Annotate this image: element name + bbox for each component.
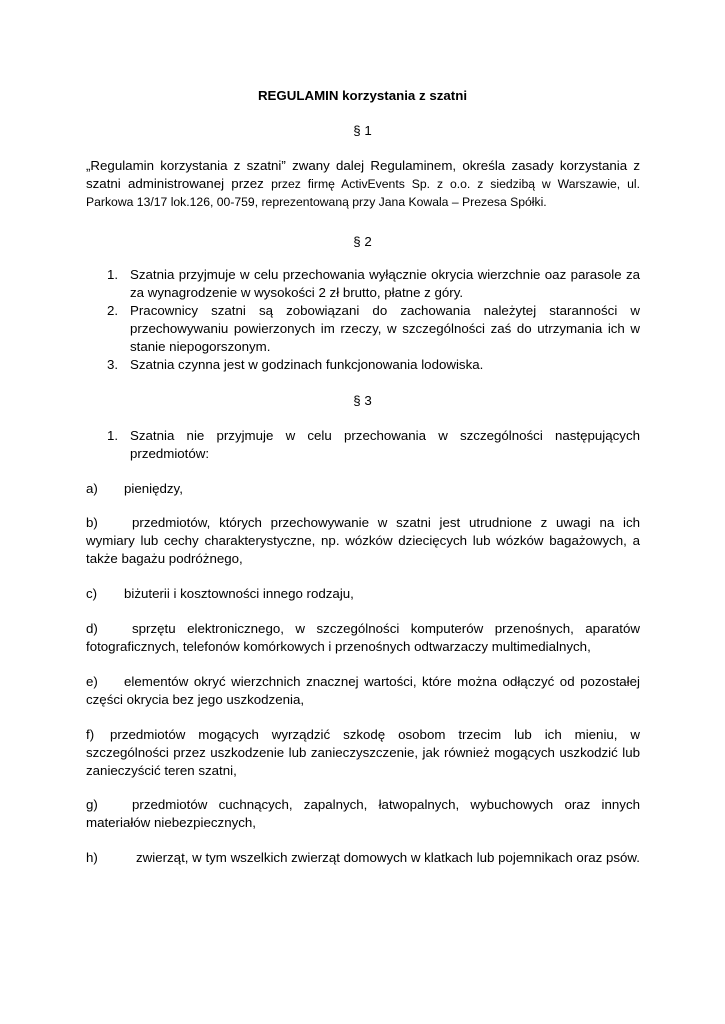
section-1-lead: „Regulamin korzystania z szatni” zwany dalej Regulaminem, określa zasady korzystania z szatni administrowanej przez [86, 158, 640, 191]
exclusion-item-g [86, 796, 640, 832]
item-text: przedmiotów cuchnących, zapalnych, łatwopalnych, wybuchowych oraz innych materiałów niebezpiecznych, [86, 797, 640, 830]
item-text: przedmiotów mogących wyrządzić szkodę osobom trzecim lub ich mieniu, w szczególności przez uszkodzenie lub zanieczyszczenie, jak również mogących uszkodzić lub zanieczyścić teren szatni, [86, 727, 640, 778]
section-1-paragraph [86, 157, 640, 211]
exclusion-item-a [86, 480, 640, 498]
item-label: c) [86, 586, 98, 601]
document-title: REGULAMIN korzystania z szatni [257, 88, 468, 103]
list-item-number: 3. [107, 357, 119, 372]
exclusion-item-f [86, 726, 640, 780]
item-text: zwierząt, w tym wszelkich zwierząt domowych w klatkach lub pojemnikach oraz psów. [136, 850, 640, 865]
section-2-list [86, 266, 640, 374]
exclusion-item-c [86, 585, 640, 603]
item-text: przedmiotów, których przechowywanie w szatni jest utrudnione z uwagi na ich wymiary lub cechy charakterystyczne, np. wózków dziecięcych lub wózków bagażowych, a także bagażu podróżnego, [86, 515, 640, 566]
list-item-text: Pracownicy szatni są zobowiązani do zachowania należytej staranności w przechowywaniu powierzonych im rzeczy, w szczególności zaś do utrzymania ich w stanie niepogorszonym. [130, 303, 640, 354]
list-item-text: Szatnia przyjmuje w celu przechowania wyłącznie okrycia wierzchnie oaz parasole za za wynagrodzenie w wysokości 2 zł brutto, płatne z góry. [130, 267, 640, 300]
list-item-text: Szatnia czynna jest w godzinach funkcjonowania lodowiska. [130, 357, 484, 372]
exclusion-item-b [86, 514, 640, 568]
item-text: biżuterii i kosztowności innego rodzaju, [124, 586, 354, 601]
section-2-heading: § 2 [353, 234, 372, 249]
item-label: a) [86, 481, 98, 496]
exclusion-item-h [86, 849, 640, 867]
item-text: sprzętu elektronicznego, w szczególności komputerów przenośnych, aparatów fotograficznych, telefonów komórkowych i przenośnych odtwarzaczy multimedialnych, [86, 621, 640, 654]
list-item-number: 2. [107, 303, 119, 318]
item-label: g) [86, 797, 98, 812]
exclusion-item-d [86, 620, 640, 656]
item-label: b) [86, 515, 98, 530]
item-text: pieniędzy, [124, 481, 183, 496]
exclusion-item-e [86, 673, 640, 709]
item-label: f) [86, 727, 95, 742]
section-3-heading: § 3 [353, 393, 372, 408]
item-label: d) [86, 621, 98, 636]
list-item [86, 266, 640, 302]
list-item-number: 1. [107, 428, 119, 443]
item-text: elementów okryć wierzchnich znacznej wartości, które można odłączyć od pozostałej części okrycia bez jego uszkodzenia, [86, 674, 640, 707]
section-1-heading: § 1 [353, 123, 372, 138]
section-3-intro: Szatnia nie przyjmuje w celu przechowania w szczególności następujących przedmiotów: [130, 428, 640, 461]
list-item [86, 356, 640, 374]
item-label: e) [86, 674, 98, 689]
list-item [86, 302, 640, 356]
list-item [86, 427, 640, 463]
section-3-intro-list [86, 427, 640, 463]
item-label: h) [86, 850, 98, 865]
list-item-number: 1. [107, 267, 119, 282]
section-1-rest: przez firmę ActivEvents Sp. z o.o. z siedzibą w Warszawie, ul. Parkowa 13/17 lok.126, 00-759, reprezentowaną przy Jana Kowala – Prezesa Spółki. [86, 177, 640, 209]
